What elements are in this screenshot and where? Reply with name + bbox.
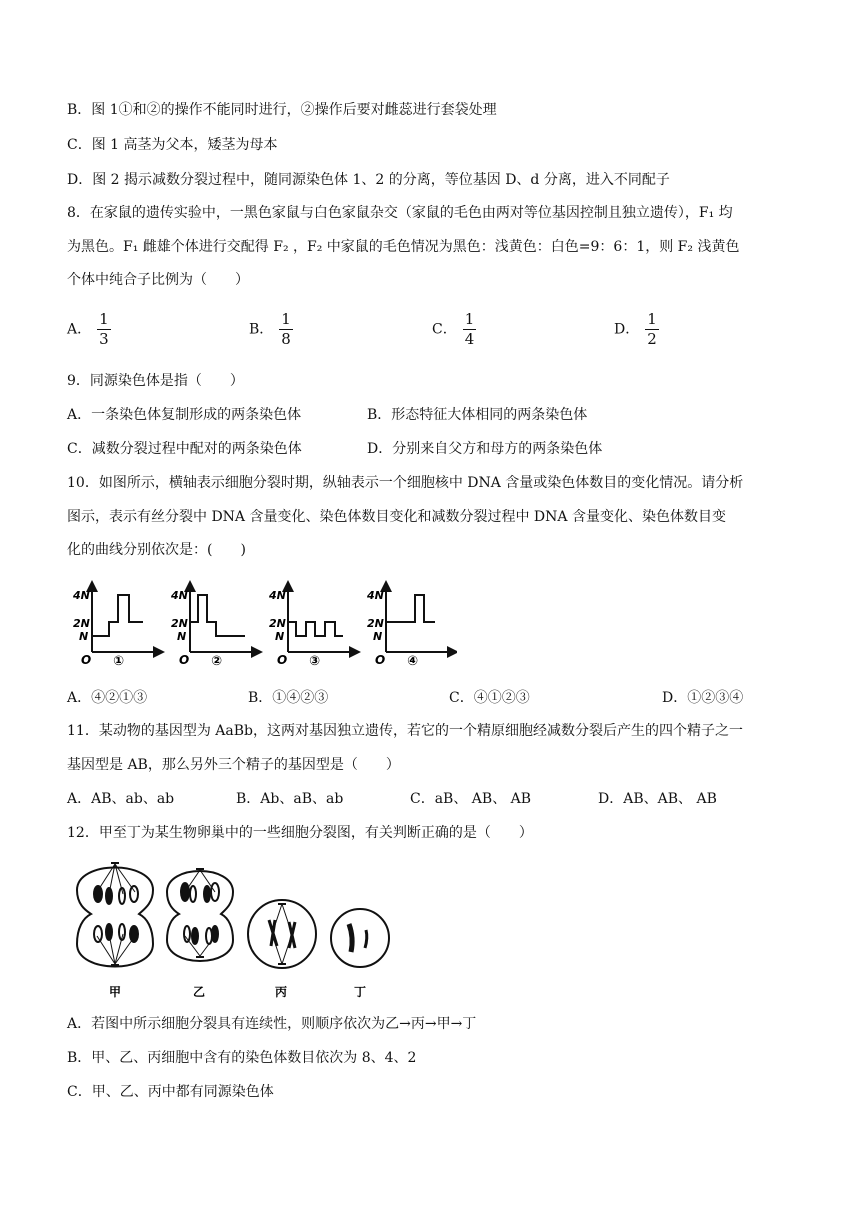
graph-2 <box>170 586 257 669</box>
q8-option-d-fraction <box>645 310 659 349</box>
fraction-denominator: 3 <box>99 330 109 348</box>
q8-option-a <box>67 310 111 349</box>
q10-stem-line3: 化的曲线分别依次是：( ) <box>67 542 246 558</box>
q10-option-b: B．①④②③ <box>248 690 329 706</box>
q8-option-b <box>249 310 293 349</box>
curve-4 <box>386 595 435 622</box>
y-label-2n: 2N <box>73 617 90 630</box>
y-label-n: N <box>79 630 89 643</box>
cell-label-ding: 丁 <box>354 985 367 999</box>
q11-stem-line1: 11．某动物的基因型为 AaBb，这两对基因独立遗传，若它的一个精原细胞经减数分裂后产生的四个精子之一 <box>67 723 743 739</box>
y-label-4n: 4N <box>73 589 90 602</box>
q8-stem-line3: 个体中纯合子比例为（ ） <box>67 272 249 288</box>
curve-2 <box>190 595 245 636</box>
q7-option-d: D．图 2 揭示减数分裂过程中，随同源染色体 1、2 的分离，等位基因 D、d 分离，进入不同配子 <box>67 172 670 188</box>
y-label-n: N <box>177 630 187 643</box>
q8-option-d-label: D． <box>614 321 640 338</box>
q10-stem-line2: 图示，表示有丝分裂中 DNA 含量变化、染色体数目变化和减数分裂过程中 DNA 含量变化、染色体数目变 <box>67 509 726 525</box>
curve-3 <box>288 622 343 636</box>
curve-1 <box>92 595 143 636</box>
graph-1 <box>72 586 159 669</box>
origin-label: O <box>179 653 190 667</box>
q10-option-a: A．④②①③ <box>67 690 148 706</box>
q7-option-c: C．图 1 高茎为父本，矮茎为母本 <box>67 137 278 153</box>
cell-ding <box>331 909 389 967</box>
q11-option-c: C．aB、 AB、 AB <box>410 791 532 807</box>
q12-cells-figure <box>67 852 402 1002</box>
y-label-2n: 2N <box>269 617 286 630</box>
fraction-numerator: 1 <box>99 310 109 328</box>
cell-label-jia: 甲 <box>109 985 122 999</box>
q8-option-b-label: B． <box>249 321 274 338</box>
y-label-4n: 4N <box>269 589 286 602</box>
q12-option-a: A．若图中所示细胞分裂具有连续性，则顺序依次为乙→丙→甲→丁 <box>67 1016 477 1032</box>
fraction-denominator: 4 <box>464 330 475 348</box>
q9-option-b: B．形态特征大体相同的两条染色体 <box>367 407 588 423</box>
q8-option-a-label: A． <box>67 321 92 338</box>
y-label-n: N <box>373 630 383 643</box>
q10-option-c: C．④①②③ <box>449 690 530 706</box>
q11-option-a: A．AB、ab、ab <box>67 791 175 807</box>
fraction-numerator: 1 <box>281 310 291 328</box>
q8-option-a-fraction <box>97 310 111 349</box>
q8-option-c-label: C． <box>432 321 457 338</box>
q8-option-b-fraction <box>279 310 293 349</box>
fraction-numerator: 1 <box>647 310 657 328</box>
y-label-2n: 2N <box>171 617 188 630</box>
q9-stem: 9．同源染色体是指（ ） <box>67 373 244 389</box>
q12-option-b: B．甲、乙、丙细胞中含有的染色体数目依次为 8、4、2 <box>67 1050 417 1066</box>
q8-stem-line1: 8．在家鼠的遗传实验中，一黑色家鼠与白色家鼠杂交（家鼠的毛色由两对等位基因控制且独立遗传），F₁ 均 <box>67 205 733 221</box>
graph-number-4: ④ <box>407 654 419 669</box>
fraction-denominator: 8 <box>281 330 291 348</box>
fraction-denominator: 2 <box>647 330 657 348</box>
q10-graphs-figure <box>67 580 457 672</box>
y-label-2n: 2N <box>367 617 384 630</box>
q10-option-d: D．①②③④ <box>662 690 744 706</box>
graph-number-2: ② <box>211 654 223 669</box>
origin-label: O <box>81 653 92 667</box>
q11-stem-line2: 基因型是 AB，那么另外三个精子的基因型是（ ） <box>67 757 400 773</box>
graph-4 <box>366 586 453 669</box>
cell-yi <box>167 869 233 961</box>
origin-label: O <box>277 653 288 667</box>
q9-option-c: C．减数分裂过程中配对的两条染色体 <box>67 441 302 457</box>
graph-number-1: ① <box>113 654 125 669</box>
graph-number-3: ③ <box>309 654 321 669</box>
origin-label: O <box>375 653 386 667</box>
fraction-numerator: 1 <box>464 310 475 328</box>
q12-stem: 12．甲至丁为某生物卵巢中的一些细胞分裂图，有关判断正确的是（ ） <box>67 825 533 841</box>
q8-option-d <box>614 310 659 349</box>
q10-stem-line1: 10．如图所示，横轴表示细胞分裂时期，纵轴表示一个细胞核中 DNA 含量或染色体数目的变化情况。请分析 <box>67 475 744 491</box>
q11-option-d: D．AB、AB、 AB <box>598 791 717 807</box>
q8-stem-line2: 为黑色。F₁ 雌雄个体进行交配得 F₂ ，F₂ 中家鼠的毛色情况为黑色：浅黄色：白色=9：6：1，则 F₂ 浅黄色 <box>67 239 740 255</box>
q9-option-a: A．一条染色体复制形成的两条染色体 <box>67 407 302 423</box>
graph-3 <box>268 586 355 669</box>
y-label-4n: 4N <box>171 589 188 602</box>
q8-option-c <box>432 310 476 349</box>
cell-jia <box>77 863 153 967</box>
y-label-4n: 4N <box>367 589 384 602</box>
cell-bing <box>248 900 316 968</box>
q9-option-d: D．分别来自父方和母方的两条染色体 <box>367 441 603 457</box>
y-label-n: N <box>275 630 285 643</box>
q7-option-b: B．图 1①和②的操作不能同时进行，②操作后要对雌蕊进行套袋处理 <box>67 102 497 118</box>
q8-option-c-fraction <box>463 310 477 349</box>
cell-label-bing: 丙 <box>275 985 288 999</box>
q12-option-c: C．甲、乙、丙中都有同源染色体 <box>67 1084 274 1100</box>
q11-option-b: B．Ab、aB、ab <box>236 791 344 807</box>
cell-label-yi: 乙 <box>193 985 206 999</box>
